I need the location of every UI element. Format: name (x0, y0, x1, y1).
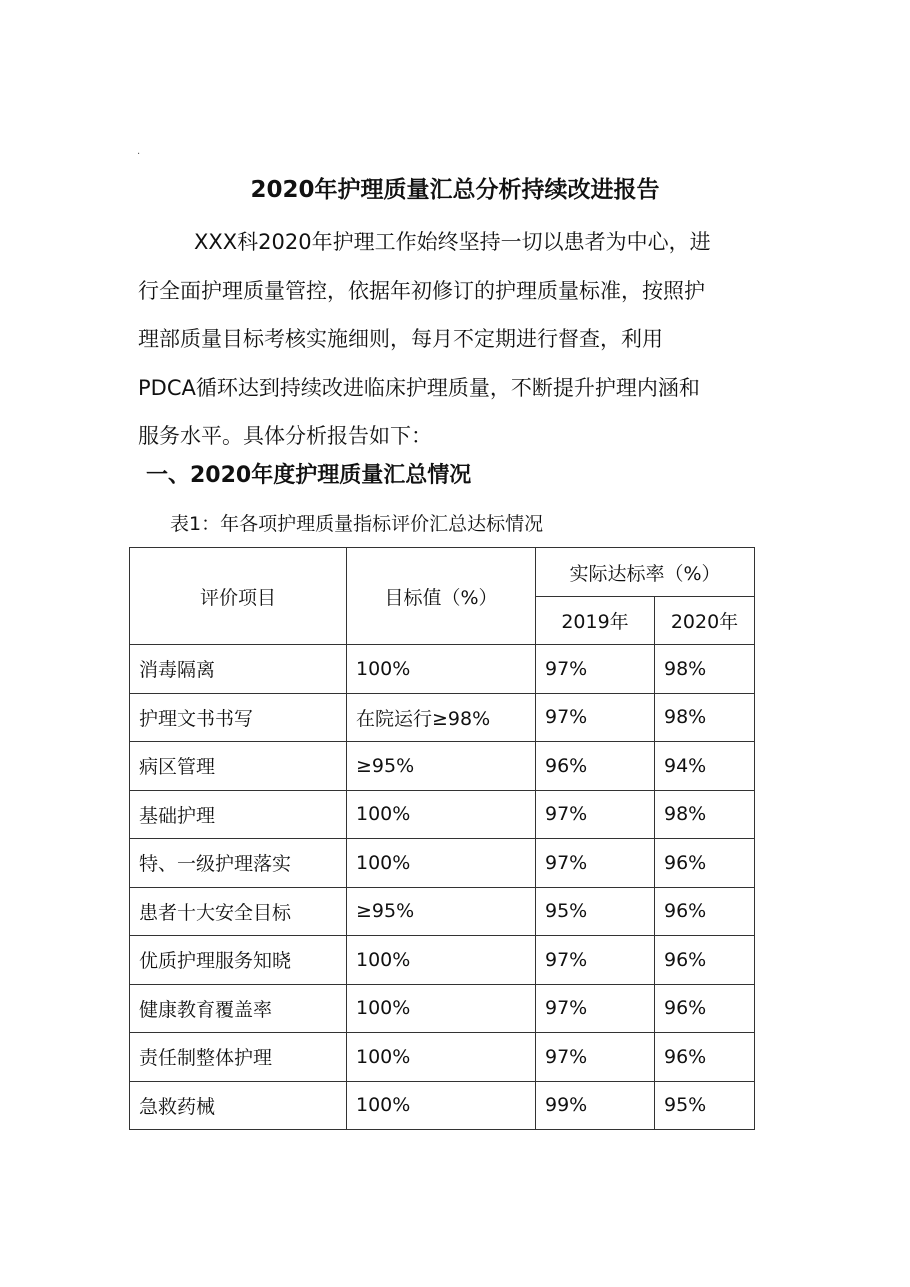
cell-target: 100% (347, 984, 536, 1033)
intro-line: 理部质量目标考核实施细则，每月不定期进行督查，利用 (138, 327, 663, 351)
cell-target: 100% (347, 1081, 536, 1130)
table-row (130, 790, 755, 839)
cell-2019: 97% (536, 936, 655, 985)
table-row (130, 839, 755, 888)
intro-line: PDCA循环达到持续改进临床护理质量，不断提升护理内涵和 (138, 375, 700, 400)
header-year-2020: 2020年 (655, 597, 755, 645)
cell-item: 患者十大安全目标 (130, 887, 347, 936)
cell-2020: 98% (655, 693, 755, 742)
cell-2019: 97% (536, 1033, 655, 1082)
cell-target: 100% (347, 1033, 536, 1082)
cell-target: 100% (347, 839, 536, 888)
cell-2019: 99% (536, 1081, 655, 1130)
intro-line: XXX科2020年护理工作始终坚持一切以患者为中心，进 (194, 230, 711, 254)
cell-2019: 97% (536, 984, 655, 1033)
page-mark: · (137, 149, 141, 160)
cell-item: 基础护理 (130, 790, 347, 839)
cell-2019: 97% (536, 693, 655, 742)
cell-2020: 95% (655, 1081, 755, 1130)
cell-item: 责任制整体护理 (130, 1033, 347, 1082)
cell-2020: 96% (655, 936, 755, 985)
cell-item: 健康教育覆盖率 (130, 984, 347, 1033)
cell-item: 优质护理服务知晓 (130, 936, 347, 985)
cell-2019: 97% (536, 839, 655, 888)
header-target: 目标值（%） (347, 548, 536, 645)
cell-target: 100% (347, 790, 536, 839)
table-row (130, 984, 755, 1033)
cell-2020: 96% (655, 887, 755, 936)
table-row (130, 1081, 755, 1130)
document-title: 2020年护理质量汇总分析持续改进报告 (250, 177, 660, 203)
cell-2020: 96% (655, 839, 755, 888)
cell-2020: 94% (655, 742, 755, 791)
header-item: 评价项目 (130, 548, 347, 645)
cell-2020: 98% (655, 790, 755, 839)
cell-2020: 98% (655, 645, 755, 694)
table-row (130, 693, 755, 742)
cell-2019: 95% (536, 887, 655, 936)
header-year-2019: 2019年 (536, 597, 655, 645)
table-row (130, 645, 755, 694)
table-row (130, 887, 755, 936)
section-heading: 一、2020年度护理质量汇总情况 (146, 463, 472, 488)
cell-item: 急救药械 (130, 1081, 347, 1130)
intro-line: 服务水平。具体分析报告如下： (138, 424, 432, 448)
cell-2020: 96% (655, 1033, 755, 1082)
cell-target: 100% (347, 645, 536, 694)
intro-paragraph (138, 218, 778, 461)
cell-2019: 97% (536, 645, 655, 694)
cell-target: 在院运行≥98% (347, 693, 536, 742)
cell-item: 护理文书书写 (130, 693, 347, 742)
cell-item: 特、一级护理落实 (130, 839, 347, 888)
cell-2019: 97% (536, 790, 655, 839)
table-row (130, 936, 755, 985)
header-actual-rate: 实际达标率（%） (536, 548, 755, 597)
table-row (130, 1033, 755, 1082)
quality-summary-table (129, 547, 755, 1130)
cell-target: ≥95% (347, 742, 536, 791)
cell-2019: 96% (536, 742, 655, 791)
table-caption: 表1：年各项护理质量指标评价汇总达标情况 (170, 513, 544, 535)
intro-line: 行全面护理质量管控，依据年初修订的护理质量标准，按照护 (138, 278, 705, 303)
cell-2020: 96% (655, 984, 755, 1033)
table-header-row (130, 548, 755, 597)
cell-item: 病区管理 (130, 742, 347, 791)
table-row (130, 742, 755, 791)
cell-target: 100% (347, 936, 536, 985)
cell-item: 消毒隔离 (130, 645, 347, 694)
cell-target: ≥95% (347, 887, 536, 936)
